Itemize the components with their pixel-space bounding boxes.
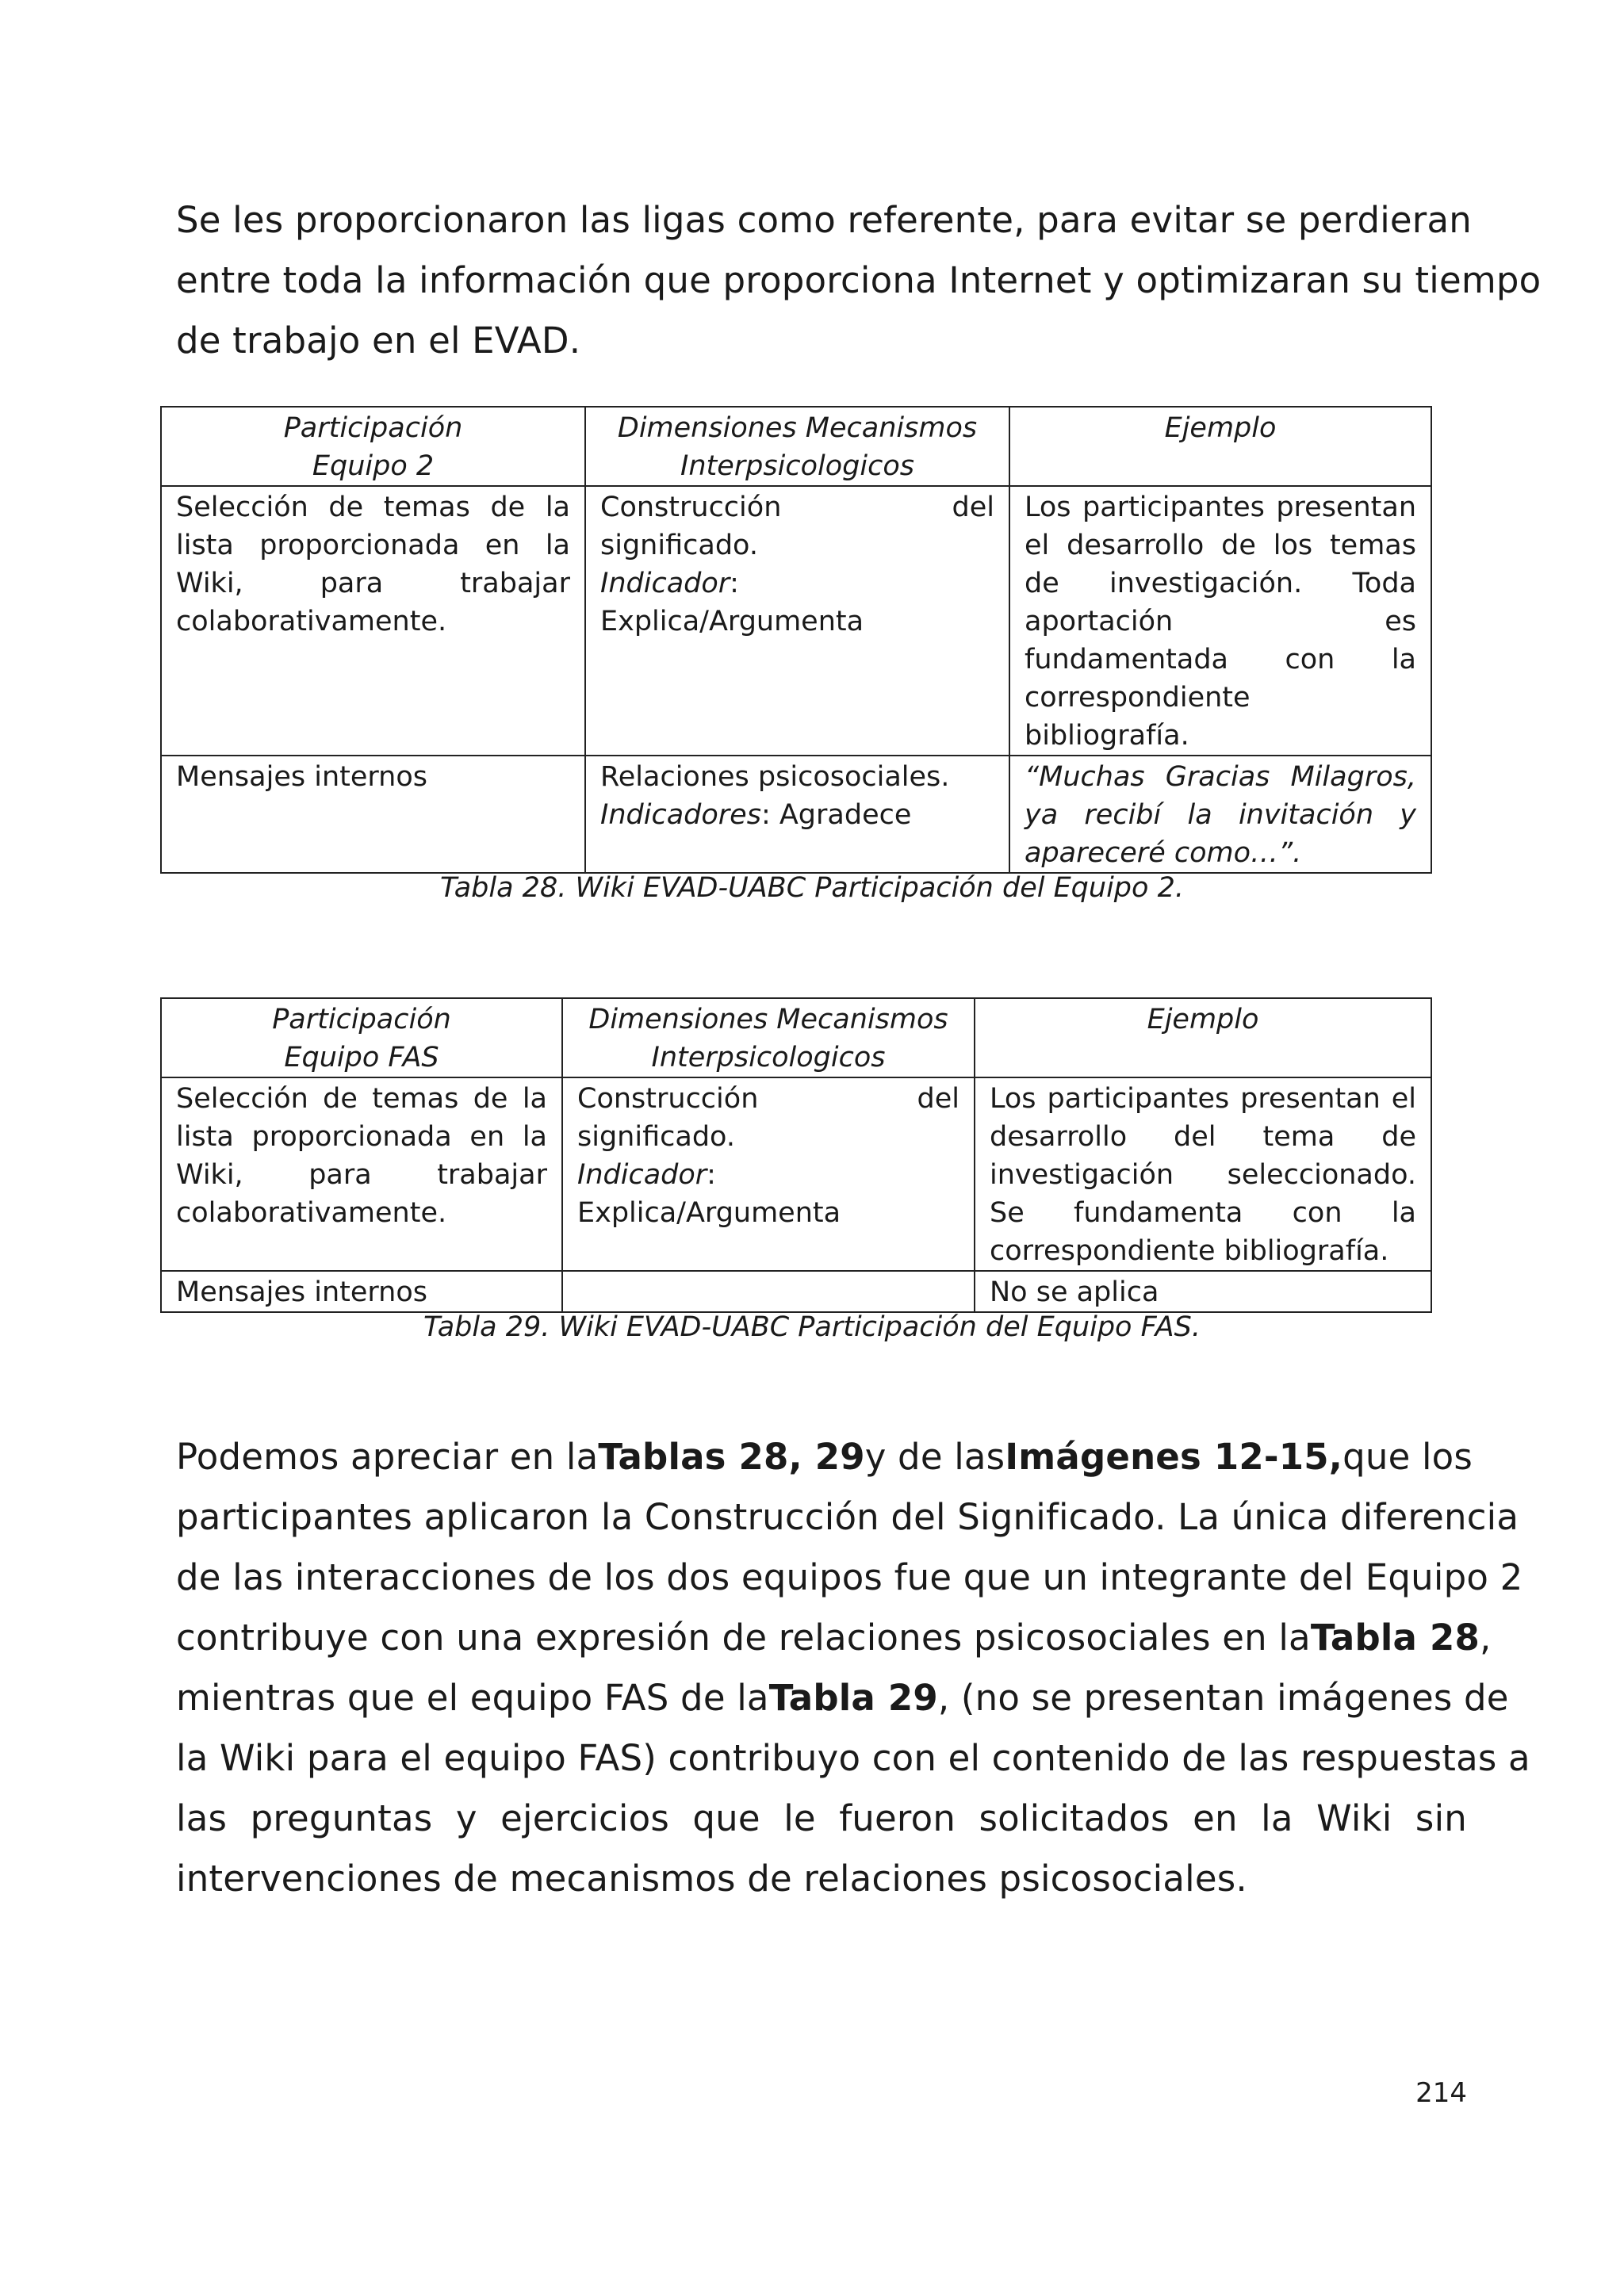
cell-line: Selección de temas de la: [176, 1083, 547, 1115]
header-cell-participacion: [161, 998, 562, 1077]
indicator-label: Indicador: [577, 1159, 707, 1191]
cell-line: investigación seleccionado.: [990, 1159, 1416, 1191]
intro-paragraph: [176, 190, 1542, 371]
table-29-caption: Tabla 29. Wiki EVAD-UABC Participación del Equipo FAS.: [423, 1311, 1201, 1343]
conclusion-line: participantes aplicaron la Construcción del Significado. La única diferencia: [176, 1496, 1519, 1538]
bold-ref: Tabla 29: [768, 1677, 938, 1719]
table-row: [161, 756, 1431, 873]
header-cell-dimensiones: [585, 407, 1009, 486]
table-29: [160, 997, 1432, 1313]
intro-line: Se les proporcionaron las ligas como referente, para evitar se perdieran: [176, 199, 1473, 241]
cell-participacion: [161, 1271, 562, 1312]
conclusion-line: de las interacciones de los dos equipos fue que un integrante del Equipo 2: [176, 1556, 1523, 1598]
header-text: Participación: [283, 412, 463, 444]
cell-line: el desarrollo de los temas: [1025, 530, 1416, 561]
conclusion-paragraph: [176, 1427, 1530, 1909]
intro-line: de trabajo en el EVAD.: [176, 320, 581, 362]
text-run: contribuye con una expresión de relaciones psicosociales en la: [176, 1617, 1311, 1659]
indicator-value: : Agradece: [760, 799, 912, 831]
table-28-caption: Tabla 28. Wiki EVAD-UABC Participación del Equipo 2.: [440, 872, 1184, 904]
table-row: [161, 1077, 1431, 1271]
cell-line: fundamentada con la: [1025, 644, 1416, 675]
cell-line: Selección de temas de la: [176, 492, 570, 523]
cell-line: [577, 1080, 959, 1118]
cell-line: colaborativamente.: [176, 606, 447, 637]
cell-line: bibliografía.: [1025, 720, 1189, 752]
cell-line: [600, 488, 994, 526]
cell-dimensiones: [585, 756, 1009, 873]
cell-line: significado.: [600, 530, 758, 561]
text-run: Podemos apreciar en la: [176, 1436, 599, 1478]
header-text: Dimensiones Mecanismos: [617, 412, 978, 444]
table-28: [160, 406, 1432, 874]
cell-line: [600, 796, 994, 834]
cell-participacion: [161, 756, 585, 873]
header-text: Ejemplo: [1147, 1004, 1259, 1035]
text-run: ,: [1479, 1617, 1492, 1659]
conclusion-line: [176, 1427, 1473, 1487]
intro-line: entre toda la información que proporciona Internet y optimizaran su tiempo: [176, 259, 1542, 301]
cell-line: Mensajes internos: [176, 761, 427, 793]
cell-line: correspondiente: [1025, 682, 1251, 714]
text-run: , (no se presentan imágenes de: [937, 1677, 1509, 1719]
cell-line: [600, 564, 994, 603]
table-header-row: [161, 407, 1431, 486]
cell-line: desarrollo del tema de: [990, 1121, 1416, 1153]
header-text: Ejemplo: [1164, 412, 1277, 444]
indicator-colon: :: [730, 568, 739, 599]
header-text: Dimensiones Mecanismos: [588, 1004, 948, 1035]
cell-line: de investigación. Toda: [1025, 568, 1416, 599]
indicator-label: Indicador: [600, 568, 730, 599]
conclusion-line: intervenciones de mecanismos de relaciones psicosociales.: [176, 1858, 1247, 1900]
header-text: Equipo 2: [312, 450, 435, 482]
cell-ejemplo: [1009, 486, 1431, 756]
cell-line: Wiki, para trabajar: [176, 568, 570, 599]
cell-line: lista proporcionada en la: [176, 1121, 547, 1153]
cell-line: “Muchas Gracias Milagros,: [1025, 761, 1416, 793]
cell-dimensiones: [562, 1271, 975, 1312]
conclusion-line: [176, 1608, 1492, 1668]
table-row: [161, 486, 1431, 756]
conclusion-line: [176, 1668, 1509, 1728]
bold-ref: Imágenes 12-15,: [1005, 1436, 1343, 1478]
cell-line: correspondiente bibliografía.: [990, 1235, 1389, 1267]
cell-line: significado.: [577, 1121, 735, 1153]
text-run: que los: [1342, 1436, 1473, 1478]
table-header-row: [161, 998, 1431, 1077]
header-cell-participacion: [161, 407, 585, 486]
cell-participacion: [161, 486, 585, 756]
indicator-label: Indicadores: [600, 799, 761, 831]
cell-line: Explica/Argumenta: [577, 1197, 841, 1229]
cell-ejemplo: [975, 1077, 1431, 1271]
cell-line: colaborativamente.: [176, 1197, 447, 1229]
cell-dimensiones: [562, 1077, 975, 1271]
text-run: y de las: [864, 1436, 1005, 1478]
text-run-wrap: [1311, 1608, 1492, 1668]
header-text: Interpsicologicos: [651, 1042, 886, 1073]
cell-line: [577, 1156, 959, 1194]
cell-line: apareceré como…”.: [1025, 837, 1302, 869]
cell-line: No se aplica: [990, 1276, 1159, 1308]
bold-ref: Tablas 28, 29: [598, 1436, 865, 1478]
cell-line: ya recibí la invitación y: [1025, 799, 1416, 831]
cell-line: Se fundamenta con la: [990, 1197, 1416, 1229]
text-run-wrap: [769, 1668, 1509, 1728]
header-text: Interpsicologicos: [680, 450, 914, 482]
cell-line: Wiki, para trabajar: [176, 1159, 547, 1191]
cell-word: del: [917, 1083, 959, 1115]
header-text: Participación: [272, 1004, 451, 1035]
cell-line: aportación es: [1025, 606, 1416, 637]
header-cell-dimensiones: [562, 998, 975, 1077]
cell-line: Explica/Argumenta: [600, 606, 864, 637]
header-cell-ejemplo: [975, 998, 1431, 1077]
cell-line: Relaciones psicosociales.: [600, 761, 950, 793]
cell-word: del: [952, 492, 994, 523]
table-row: [161, 1271, 1431, 1312]
cell-ejemplo: [975, 1271, 1431, 1312]
bold-ref: Tabla 28: [1310, 1617, 1480, 1659]
conclusion-line: la Wiki para el equipo FAS) contribuyo con el contenido de las respuestas a: [176, 1737, 1530, 1779]
cell-word: Construcción: [600, 492, 782, 523]
indicator-colon: :: [707, 1159, 716, 1191]
cell-line: Los participantes presentan el: [990, 1083, 1416, 1115]
cell-word: Construcción: [577, 1083, 759, 1115]
header-cell-ejemplo: [1009, 407, 1431, 486]
cell-line: Mensajes internos: [176, 1276, 427, 1308]
header-text: Equipo FAS: [284, 1042, 439, 1073]
text-run: mientras que el equipo FAS de la: [176, 1677, 769, 1719]
cell-participacion: [161, 1077, 562, 1271]
page-number: 214: [1415, 2077, 1467, 2109]
cell-line: lista proporcionada en la: [176, 530, 570, 561]
conclusion-line: las preguntas y ejercicios que le fueron solicitados en la Wiki sin: [176, 1797, 1467, 1839]
cell-dimensiones: [585, 486, 1009, 756]
cell-line: Los participantes presentan: [1025, 492, 1416, 523]
cell-ejemplo: [1009, 756, 1431, 873]
